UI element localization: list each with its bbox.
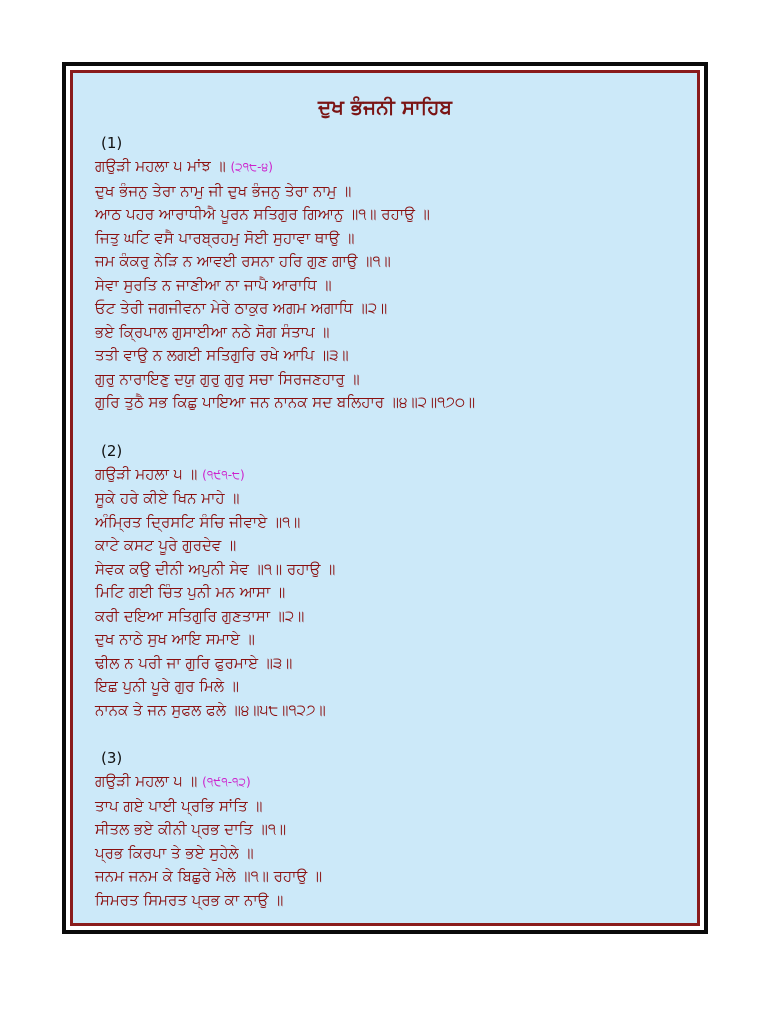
verse-line: ਦੁਖ ਭੰਜਨੁ ਤੇਰਾ ਨਾਮੁ ਜੀ ਦੁਖ ਭੰਜਨੁ ਤੇਰਾ ਨਾਮੁ ॥ (95, 181, 352, 200)
verse-line: ਸੇਵਕ ਕਉ ਦੀਨੀ ਅਪੁਨੀ ਸੇਵ ॥੧॥ ਰਹਾਉ ॥ (95, 559, 336, 578)
section-header (95, 155, 687, 180)
page-reference: (੧੯੧-੮) (202, 467, 245, 482)
verse-line: ਅੰਮ੍ਰਿਤ ਦ੍ਰਿਸਟਿ ਸੰਚਿ ਜੀਵਾਏ ॥੧॥ (95, 512, 301, 531)
page-title: ਦੁਖ ਭੰਜਨੀ ਸਾਹਿਬ (318, 95, 452, 119)
verse-line: ਨਾਨਕ ਤੇ ਜਨ ਸੁਫਲ ਫਲੇ ॥੪॥੫੮॥੧੨੭॥ (95, 700, 326, 719)
section-header-text: ਗਉੜੀ ਮਹਲਾ ੫ ॥ (95, 772, 198, 790)
verse-line: ਭਏ ਕ੍ਰਿਪਾਲ ਗੁਸਾਈਆ ਨਠੇ ਸੋਗ ਸੰਤਾਪ ॥ (95, 322, 330, 341)
verse-line: ਢੀਲ ਨ ਪਰੀ ਜਾ ਗੁਰਿ ਫੁਰਮਾਏ ॥੩॥ (95, 653, 293, 672)
hymn-section (95, 439, 687, 723)
section-gap (95, 415, 687, 439)
verse-line: ਸੇਵਾ ਸੁਰਤਿ ਨ ਜਾਣੀਆ ਨਾ ਜਾਪੈ ਆਰਾਧਿ ॥ (95, 275, 332, 294)
section-header-text: ਗਉੜੀ ਮਹਲਾ ੫ ਮਾਂਝ ॥ (95, 157, 226, 175)
section-number: (3) (101, 749, 123, 767)
verse-line: ਤਾਪ ਗਏ ਪਾਈ ਪ੍ਰਭਿ ਸਾਂਤਿ ॥ (95, 796, 263, 815)
verse-line: ਸਿਮਰਤ ਸਿਮਰਤ ਪ੍ਰਭ ਕਾ ਨਾਉ ॥ (95, 890, 284, 909)
section-header-text: ਗਉੜੀ ਮਹਲਾ ੫ ॥ (95, 464, 198, 483)
verse-line: ਸੂਕੇ ਹਰੇ ਕੀਏ ਖਿਨ ਮਾਹੇ ॥ (95, 489, 240, 507)
verse-line: ਇਛ ਪੁਨੀ ਪੂਰੇ ਗੁਰ ਮਿਲੇ ॥ (95, 677, 239, 695)
verse-line: ਜਮ ਕੰਕਰੁ ਨੇੜਿ ਨ ਆਵਈ ਰਸਨਾ ਹਰਿ ਗੁਣ ਗਾਉ ॥੧॥ (95, 252, 391, 270)
page-reference: (੨੧੮-੪) (230, 160, 273, 174)
verse-line: ਪ੍ਰਭ ਕਿਰਪਾ ਤੇ ਭਏ ਸੁਹੇਲੇ ॥ (95, 843, 254, 862)
hymn-section (95, 131, 687, 415)
verse-line: ਜਿਤੁ ਘਟਿ ਵਸੈ ਪਾਰਬ੍ਰਹਮੁ ਸੋਈ ਸੁਹਾਵਾ ਥਾਉ ॥ (95, 228, 355, 247)
page-reference: (੧੯੧-੧੨) (202, 775, 251, 789)
verse-line: ਓਟ ਤੇਰੀ ਜਗਜੀਵਨਾ ਮੇਰੇ ਠਾਕੁਰ ਅਗਮ ਅਗਾਧਿ ॥੨॥ (95, 299, 388, 317)
verse-line: ਕਰੀ ਦਇਆ ਸਤਿਗੁਰਿ ਗੁਣਤਾਸਾ ॥੨॥ (95, 606, 305, 625)
verse-line: ਸੀਤਲ ਭਏ ਕੀਨੀ ਪ੍ਰਭ ਦਾਤਿ ॥੧॥ (95, 820, 287, 838)
section-gap (95, 722, 687, 746)
section-number: (1) (101, 134, 123, 152)
page-frame-inner (70, 70, 700, 926)
hymn-content (95, 131, 687, 912)
verse-line: ਕਾਟੇ ਕਸਟ ਪੂਰੇ ਗੁਰਦੇਵ ॥ (95, 536, 237, 554)
verse-line: ਮਿਟਿ ਗਈ ਚਿੰਤ ਪੁਨੀ ਮਨ ਆਸਾ ॥ (95, 583, 286, 601)
section-header (95, 463, 687, 488)
page-frame-outer (62, 62, 708, 934)
verse-line: ਆਠ ਪਹਰ ਆਰਾਧੀਐ ਪੂਰਨ ਸਤਿਗੁਰ ਗਿਆਨੁ ॥੧॥ ਰਹਾਉ ॥ (95, 205, 430, 223)
section-header (95, 770, 687, 795)
verse-line: ਗੁਰਿ ਤੁਠੈ ਸਭ ਕਿਛੁ ਪਾਇਆ ਜਨ ਨਾਨਕ ਸਦ ਬਲਿਹਾਰ ॥੪॥੨॥੧੭੦॥ (95, 393, 476, 411)
verse-line: ਦੁਖ ਨਾਠੇ ਸੁਖ ਆਇ ਸਮਾਏ ॥ (95, 630, 255, 648)
section-number: (2) (101, 441, 123, 460)
hymn-section (95, 746, 687, 912)
verse-line: ਜਨਮ ਜਨਮ ਕੇ ਬਿਛੁਰੇ ਮੇਲੇ ॥੧॥ ਰਹਾਉ ॥ (95, 867, 323, 885)
verse-line: ਗੁਰੁ ਨਾਰਾਇਣੁ ਦਯੁ ਗੁਰੁ ਗੁਰੁ ਸਚਾ ਸਿਰਜਣਹਾਰੁ ॥ (95, 369, 360, 388)
verse-line: ਤਤੀ ਵਾਉ ਨ ਲਗਈ ਸਤਿਗੁਰਿ ਰਖੇ ਆਪਿ ॥੩॥ (95, 346, 349, 364)
